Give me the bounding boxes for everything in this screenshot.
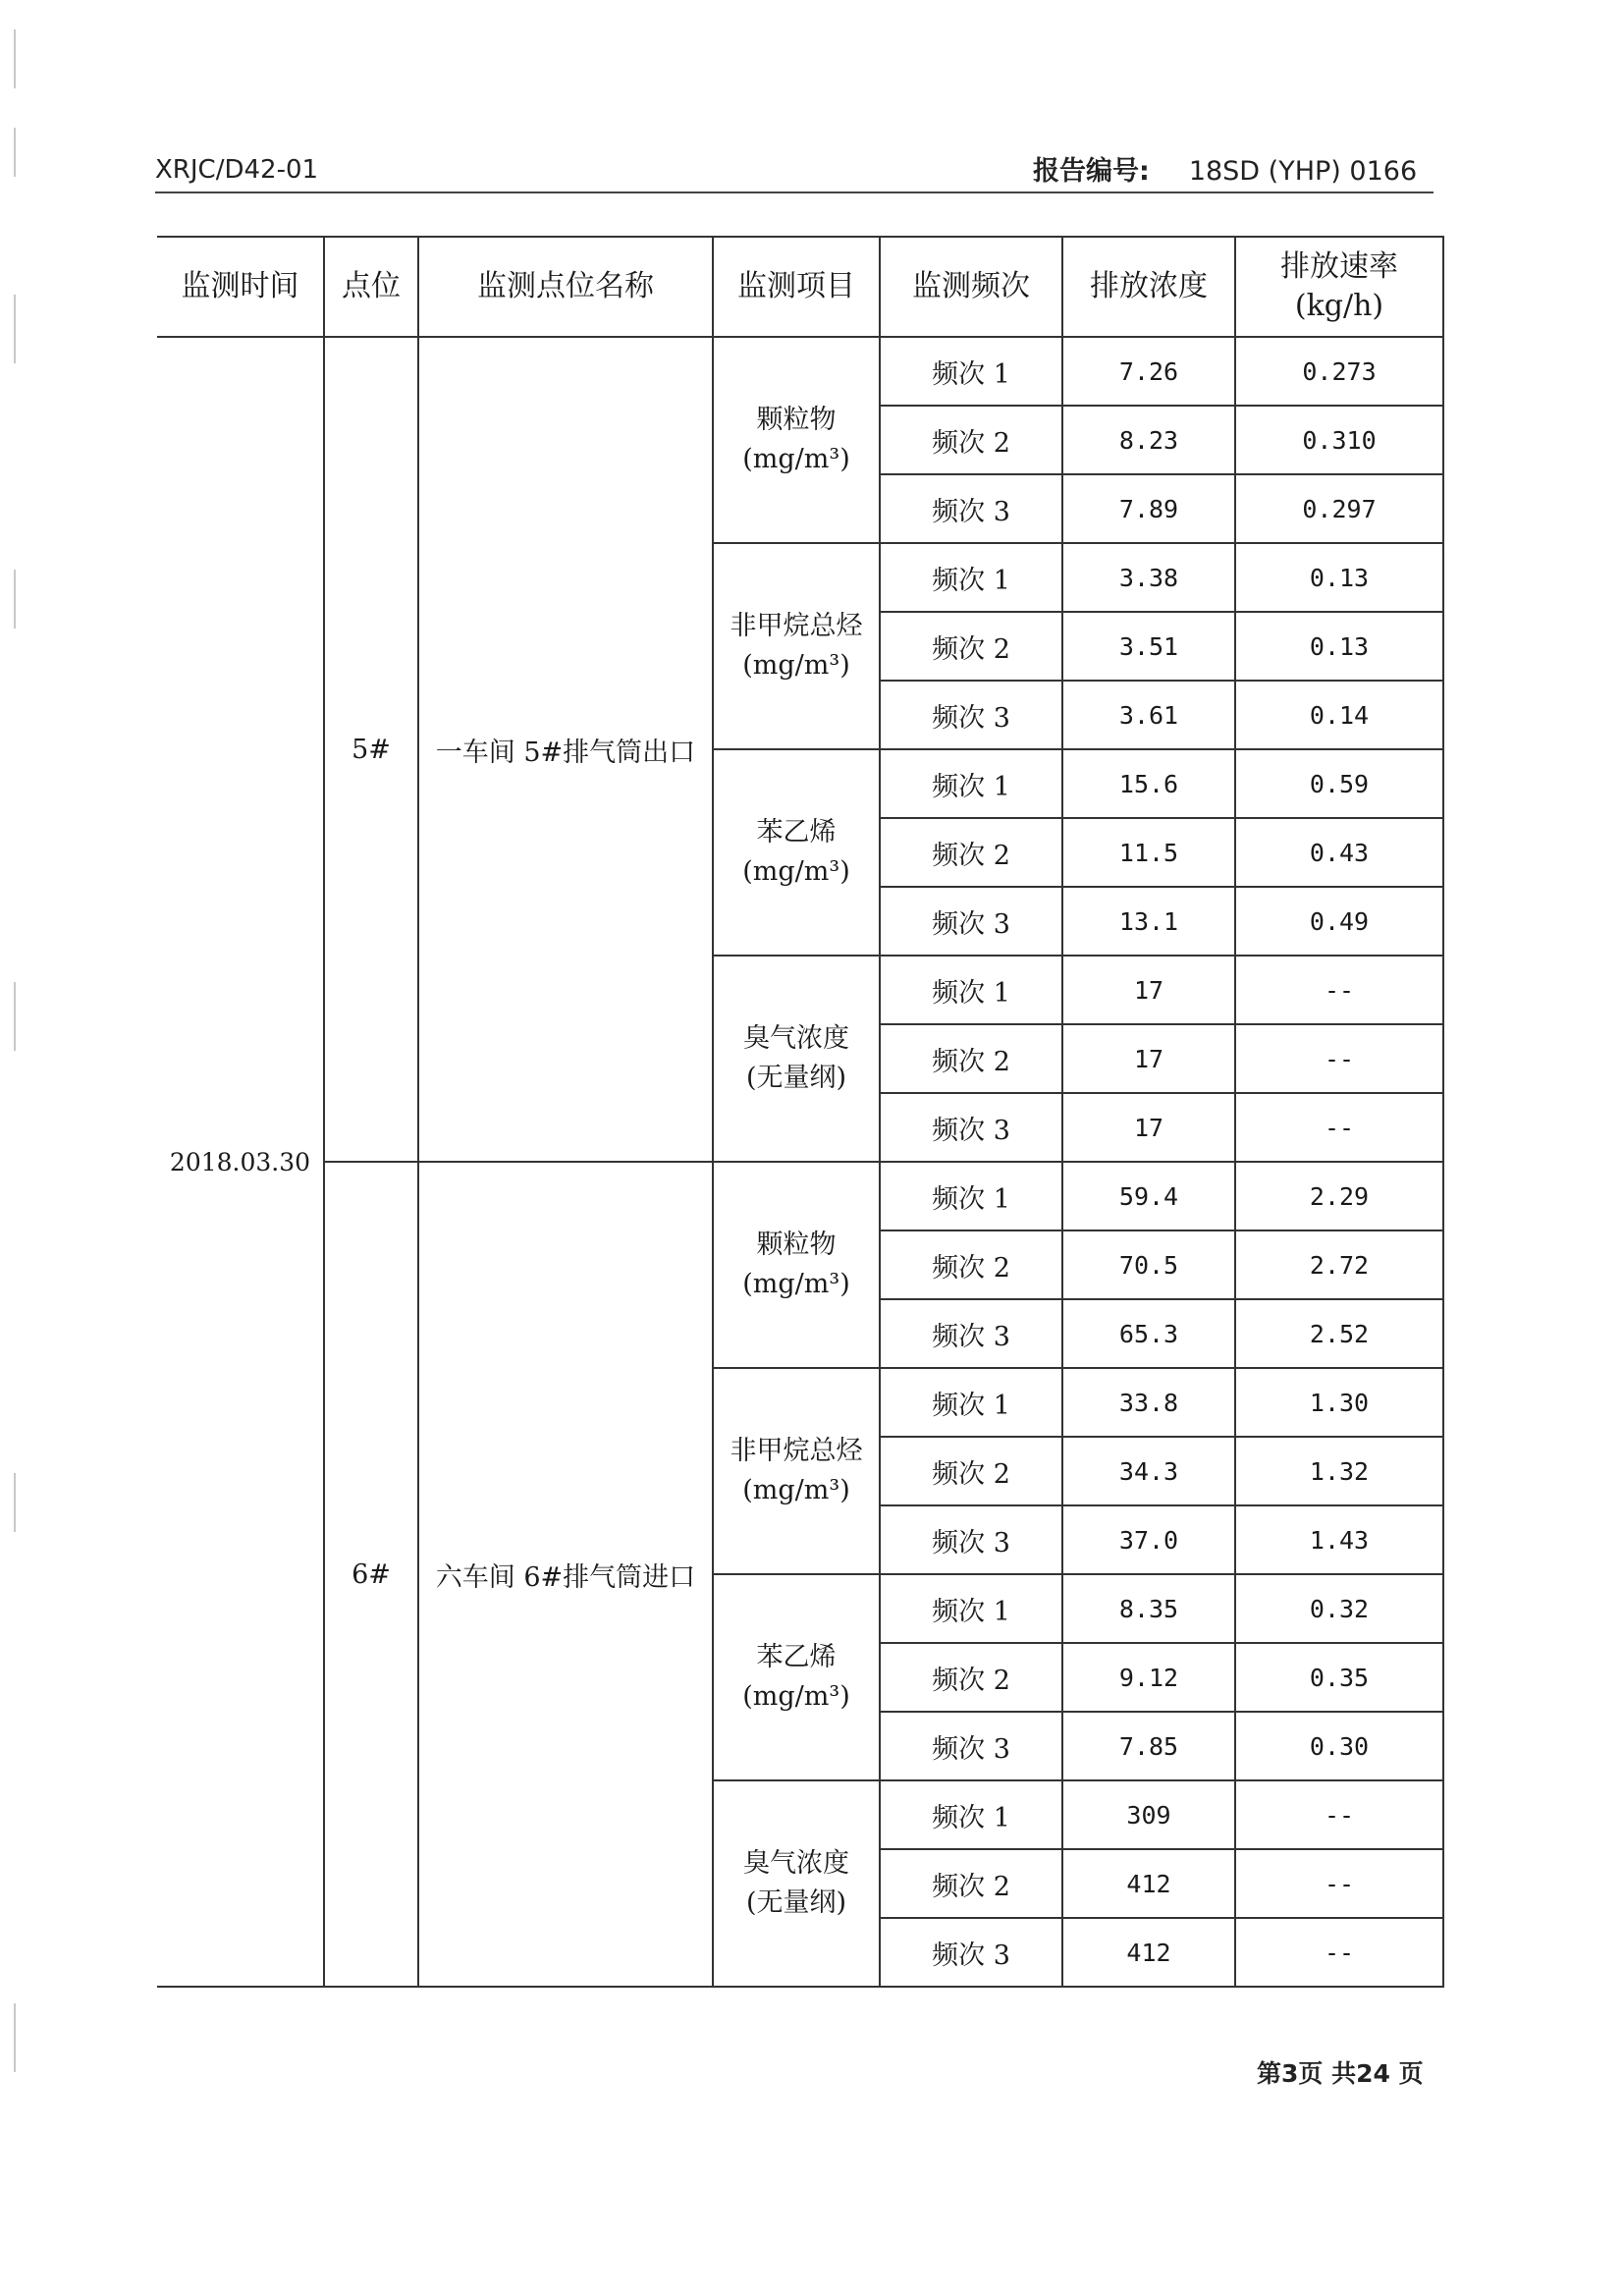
point-id: 6#: [324, 1162, 418, 1987]
item-name: 颗粒物: [756, 405, 837, 435]
page-number: 第3页 共24 页: [1257, 2059, 1424, 2088]
item-unit: (mg/m³): [742, 1681, 850, 1712]
scan-edge-mark: [14, 295, 16, 363]
item-unit: (mg/m³): [742, 1475, 850, 1505]
document-code: XRJC/D42-01: [155, 155, 319, 185]
scan-edge-mark: [14, 982, 16, 1051]
item-name: 苯乙烯: [756, 817, 837, 847]
frequency-cell: 频次 2: [880, 1643, 1062, 1712]
rate-cell: 0.59: [1235, 749, 1443, 818]
concentration-cell: 17: [1062, 956, 1235, 1024]
scan-edge-mark: [14, 570, 16, 629]
concentration-cell: 8.23: [1062, 406, 1235, 474]
rate-cell: 0.310: [1235, 406, 1443, 474]
rate-cell: --: [1235, 1849, 1443, 1918]
table-row: [157, 337, 1443, 406]
item-name: 苯乙烯: [756, 1642, 837, 1672]
header-rule: [155, 191, 1434, 193]
item-name: 颗粒物: [756, 1230, 837, 1260]
col-header-point-name: 监测点位名称: [418, 237, 713, 337]
rate-cell: 0.297: [1235, 474, 1443, 543]
col-header-rate: [1235, 237, 1443, 337]
frequency-cell: 频次 1: [880, 1574, 1062, 1643]
concentration-cell: 37.0: [1062, 1505, 1235, 1574]
frequency-cell: 频次 1: [880, 543, 1062, 612]
frequency-cell: 频次 3: [880, 474, 1062, 543]
rate-cell: 1.43: [1235, 1505, 1443, 1574]
rate-cell: --: [1235, 956, 1443, 1024]
monitoring-item: [713, 337, 880, 543]
scan-edge-mark: [14, 128, 16, 177]
concentration-cell: 65.3: [1062, 1299, 1235, 1368]
col-header-frequency: 监测频次: [880, 237, 1062, 337]
concentration-cell: 34.3: [1062, 1437, 1235, 1505]
frequency-cell: 频次 2: [880, 1437, 1062, 1505]
item-name: 非甲烷总烃: [730, 1436, 863, 1466]
monitoring-item: [713, 1574, 880, 1780]
rate-cell: 0.273: [1235, 337, 1443, 406]
item-name: 臭气浓度: [743, 1023, 849, 1054]
rate-cell: 0.30: [1235, 1712, 1443, 1780]
concentration-cell: 13.1: [1062, 887, 1235, 956]
rate-cell: 0.35: [1235, 1643, 1443, 1712]
point-id: 5#: [324, 337, 418, 1162]
frequency-cell: 频次 2: [880, 1849, 1062, 1918]
rate-cell: 0.13: [1235, 612, 1443, 681]
frequency-cell: 频次 2: [880, 818, 1062, 887]
frequency-cell: 频次 1: [880, 749, 1062, 818]
col-header-item: 监测项目: [713, 237, 880, 337]
concentration-cell: 412: [1062, 1918, 1235, 1987]
concentration-cell: 3.51: [1062, 612, 1235, 681]
rate-cell: 2.72: [1235, 1230, 1443, 1299]
rate-cell: --: [1235, 1093, 1443, 1162]
monitoring-item: [713, 1162, 880, 1368]
concentration-cell: 8.35: [1062, 1574, 1235, 1643]
frequency-cell: 频次 3: [880, 1712, 1062, 1780]
item-unit: (无量纲): [745, 1887, 847, 1918]
scan-edge-mark: [14, 29, 16, 88]
rate-unit: (kg/h): [1294, 289, 1384, 323]
frequency-cell: 频次 1: [880, 1780, 1062, 1849]
rate-cell: --: [1235, 1918, 1443, 1987]
rate-cell: 0.14: [1235, 681, 1443, 749]
frequency-cell: 频次 2: [880, 1024, 1062, 1093]
scan-edge-mark: [14, 1473, 16, 1532]
frequency-cell: 频次 2: [880, 406, 1062, 474]
concentration-cell: 59.4: [1062, 1162, 1235, 1230]
item-unit: (mg/m³): [742, 856, 850, 887]
frequency-cell: 频次 3: [880, 1505, 1062, 1574]
rate-cell: --: [1235, 1780, 1443, 1849]
rate-title: 排放速率: [1280, 249, 1398, 284]
item-unit: (mg/m³): [742, 444, 850, 474]
concentration-cell: 7.89: [1062, 474, 1235, 543]
frequency-cell: 频次 3: [880, 887, 1062, 956]
report-number-label: 报告编号:: [1033, 156, 1150, 187]
monitoring-item: [713, 749, 880, 956]
frequency-cell: 频次 1: [880, 1162, 1062, 1230]
point-name: 六车间 6#排气筒进口: [418, 1162, 713, 1987]
frequency-cell: 频次 2: [880, 1230, 1062, 1299]
table-row: [157, 1162, 1443, 1230]
monitoring-date: 2018.03.30: [157, 337, 324, 1987]
concentration-cell: 15.6: [1062, 749, 1235, 818]
rate-cell: 0.13: [1235, 543, 1443, 612]
concentration-cell: 33.8: [1062, 1368, 1235, 1437]
scan-edge-mark: [14, 2003, 16, 2072]
rate-cell: 1.32: [1235, 1437, 1443, 1505]
monitoring-item: [713, 956, 880, 1162]
concentration-cell: 7.26: [1062, 337, 1235, 406]
item-unit: (mg/m³): [742, 650, 850, 681]
rate-cell: 1.30: [1235, 1368, 1443, 1437]
rate-cell: 0.32: [1235, 1574, 1443, 1643]
report-number: [1033, 149, 1417, 188]
concentration-cell: 309: [1062, 1780, 1235, 1849]
monitoring-item: [713, 543, 880, 749]
frequency-cell: 频次 3: [880, 681, 1062, 749]
frequency-cell: 频次 1: [880, 1368, 1062, 1437]
rate-cell: 0.49: [1235, 887, 1443, 956]
item-name: 臭气浓度: [743, 1848, 849, 1879]
frequency-cell: 频次 3: [880, 1093, 1062, 1162]
frequency-cell: 频次 3: [880, 1299, 1062, 1368]
item-name: 非甲烷总烃: [730, 611, 863, 641]
rate-cell: --: [1235, 1024, 1443, 1093]
concentration-cell: 9.12: [1062, 1643, 1235, 1712]
concentration-cell: 3.38: [1062, 543, 1235, 612]
col-header-point: 点位: [324, 237, 418, 337]
col-header-concentration: 排放浓度: [1062, 237, 1235, 337]
col-header-time: 监测时间: [157, 237, 324, 337]
rate-cell: 2.29: [1235, 1162, 1443, 1230]
concentration-cell: 17: [1062, 1024, 1235, 1093]
frequency-cell: 频次 2: [880, 612, 1062, 681]
concentration-cell: 7.85: [1062, 1712, 1235, 1780]
monitoring-item: [713, 1368, 880, 1574]
report-number-value: 18SD (YHP) 0166: [1188, 156, 1418, 187]
table-body: [157, 337, 1443, 1987]
frequency-cell: 频次 1: [880, 956, 1062, 1024]
concentration-cell: 11.5: [1062, 818, 1235, 887]
item-unit: (mg/m³): [742, 1269, 850, 1299]
frequency-cell: 频次 3: [880, 1918, 1062, 1987]
table-header-row: [157, 237, 1443, 337]
monitoring-table: [157, 236, 1444, 1988]
concentration-cell: 17: [1062, 1093, 1235, 1162]
monitoring-item: [713, 1780, 880, 1987]
rate-cell: 0.43: [1235, 818, 1443, 887]
frequency-cell: 频次 1: [880, 337, 1062, 406]
item-unit: (无量纲): [745, 1063, 847, 1093]
concentration-cell: 3.61: [1062, 681, 1235, 749]
concentration-cell: 70.5: [1062, 1230, 1235, 1299]
rate-cell: 2.52: [1235, 1299, 1443, 1368]
concentration-cell: 412: [1062, 1849, 1235, 1918]
point-name: 一车间 5#排气筒出口: [418, 337, 713, 1162]
